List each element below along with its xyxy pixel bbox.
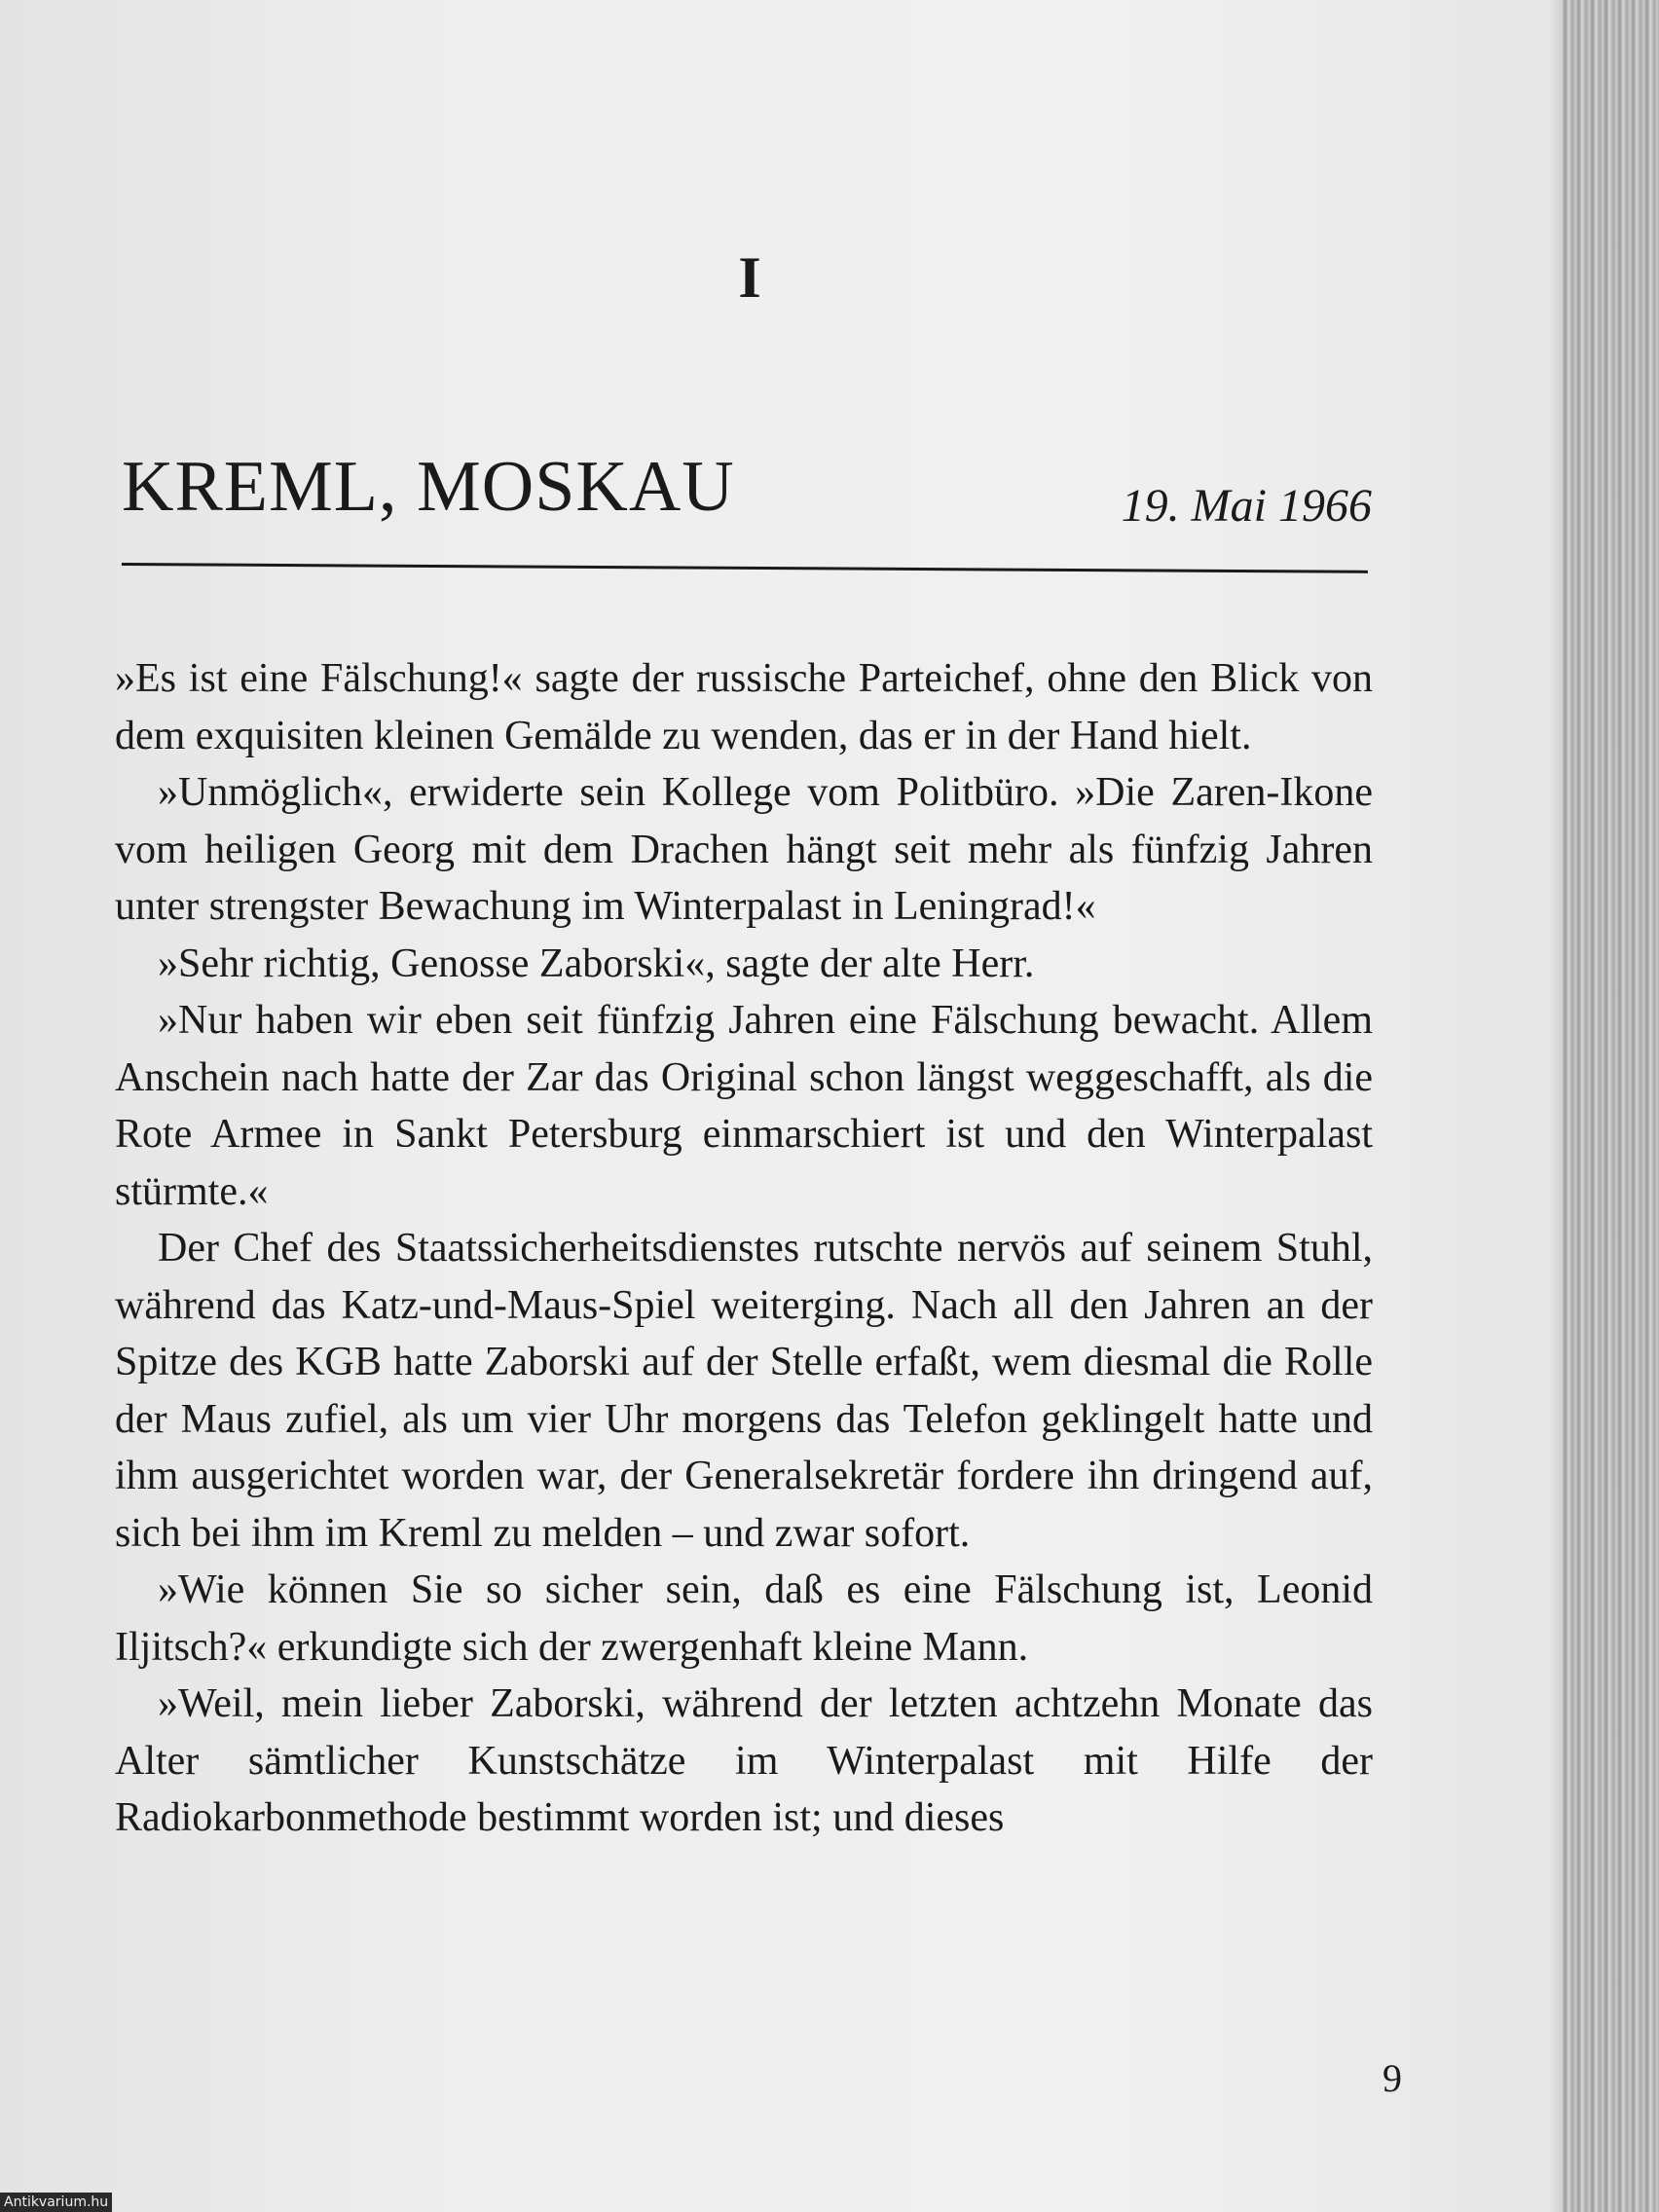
chapter-number: I — [738, 245, 761, 310]
paragraph: »Weil, mein lieber Zaborski, während der letzten achtzehn Monate das Alter sämtlicher Kunstschätze im Winterpalast mit Hilfe der Radiokarbonmethode bestimmt worden ist; und dieses — [115, 1681, 1373, 1840]
body-text — [115, 650, 1373, 1847]
chapter-date: 19. Mai 1966 — [1121, 480, 1372, 532]
page-number: 9 — [1382, 2056, 1402, 2100]
chapter-title: KREML, MOSKAU — [122, 447, 735, 527]
paragraph: »Nur haben wir eben seit fünfzig Jahren eine Fälschung bewacht. Allem Anschein nach hatte der Zar das Original schon längst weggeschafft, als die Rote Armee in Sankt Petersburg einmarschiert ist und den Winterpalast stürmte.« — [115, 998, 1373, 1214]
watermark: Antikvarium.hu — [0, 2193, 112, 2212]
paragraph: »Wie können Sie so sicher sein, daß es eine Fälschung ist, Leonid Iljitsch?« erkundigte sich der zwergenhaft kleine Mann. — [115, 1567, 1373, 1670]
book-page-edges — [1563, 0, 1659, 2212]
paragraph: Der Chef des Staatssicherheitsdienstes rutschte nervös auf seinem Stuhl, während das Katz-und-Maus-Spiel weiterging. Nach all den Jahren an der Spitze des KGB hatte Zaborski auf der Stelle erfaßt, wem diesmal die Rolle der Maus zufiel, als um vier Uhr morgens das Telefon geklingelt hatte und ihm ausgerichtet worden war, der Generalsekretär fordere ihn dringend auf, sich bei ihm im Kreml zu melden – und zwar sofort. — [115, 1226, 1373, 1556]
paragraph: »Es ist eine Fälschung!« sagte der russische Parteichef, ohne den Blick von dem exquisiten kleinen Gemälde zu wenden, das er in der Hand hielt. — [115, 656, 1373, 758]
paragraph: »Sehr richtig, Genosse Zaborski«, sagte der alte Herr. — [158, 940, 1035, 986]
paragraph: »Unmöglich«, erwiderte sein Kollege vom Politbüro. »Die Zaren-Ikone vom heiligen Georg mit dem Drachen hängt seit mehr als fünfzig Jahren unter strengster Bewachung im Winterpalast in Leningrad!« — [115, 770, 1373, 929]
